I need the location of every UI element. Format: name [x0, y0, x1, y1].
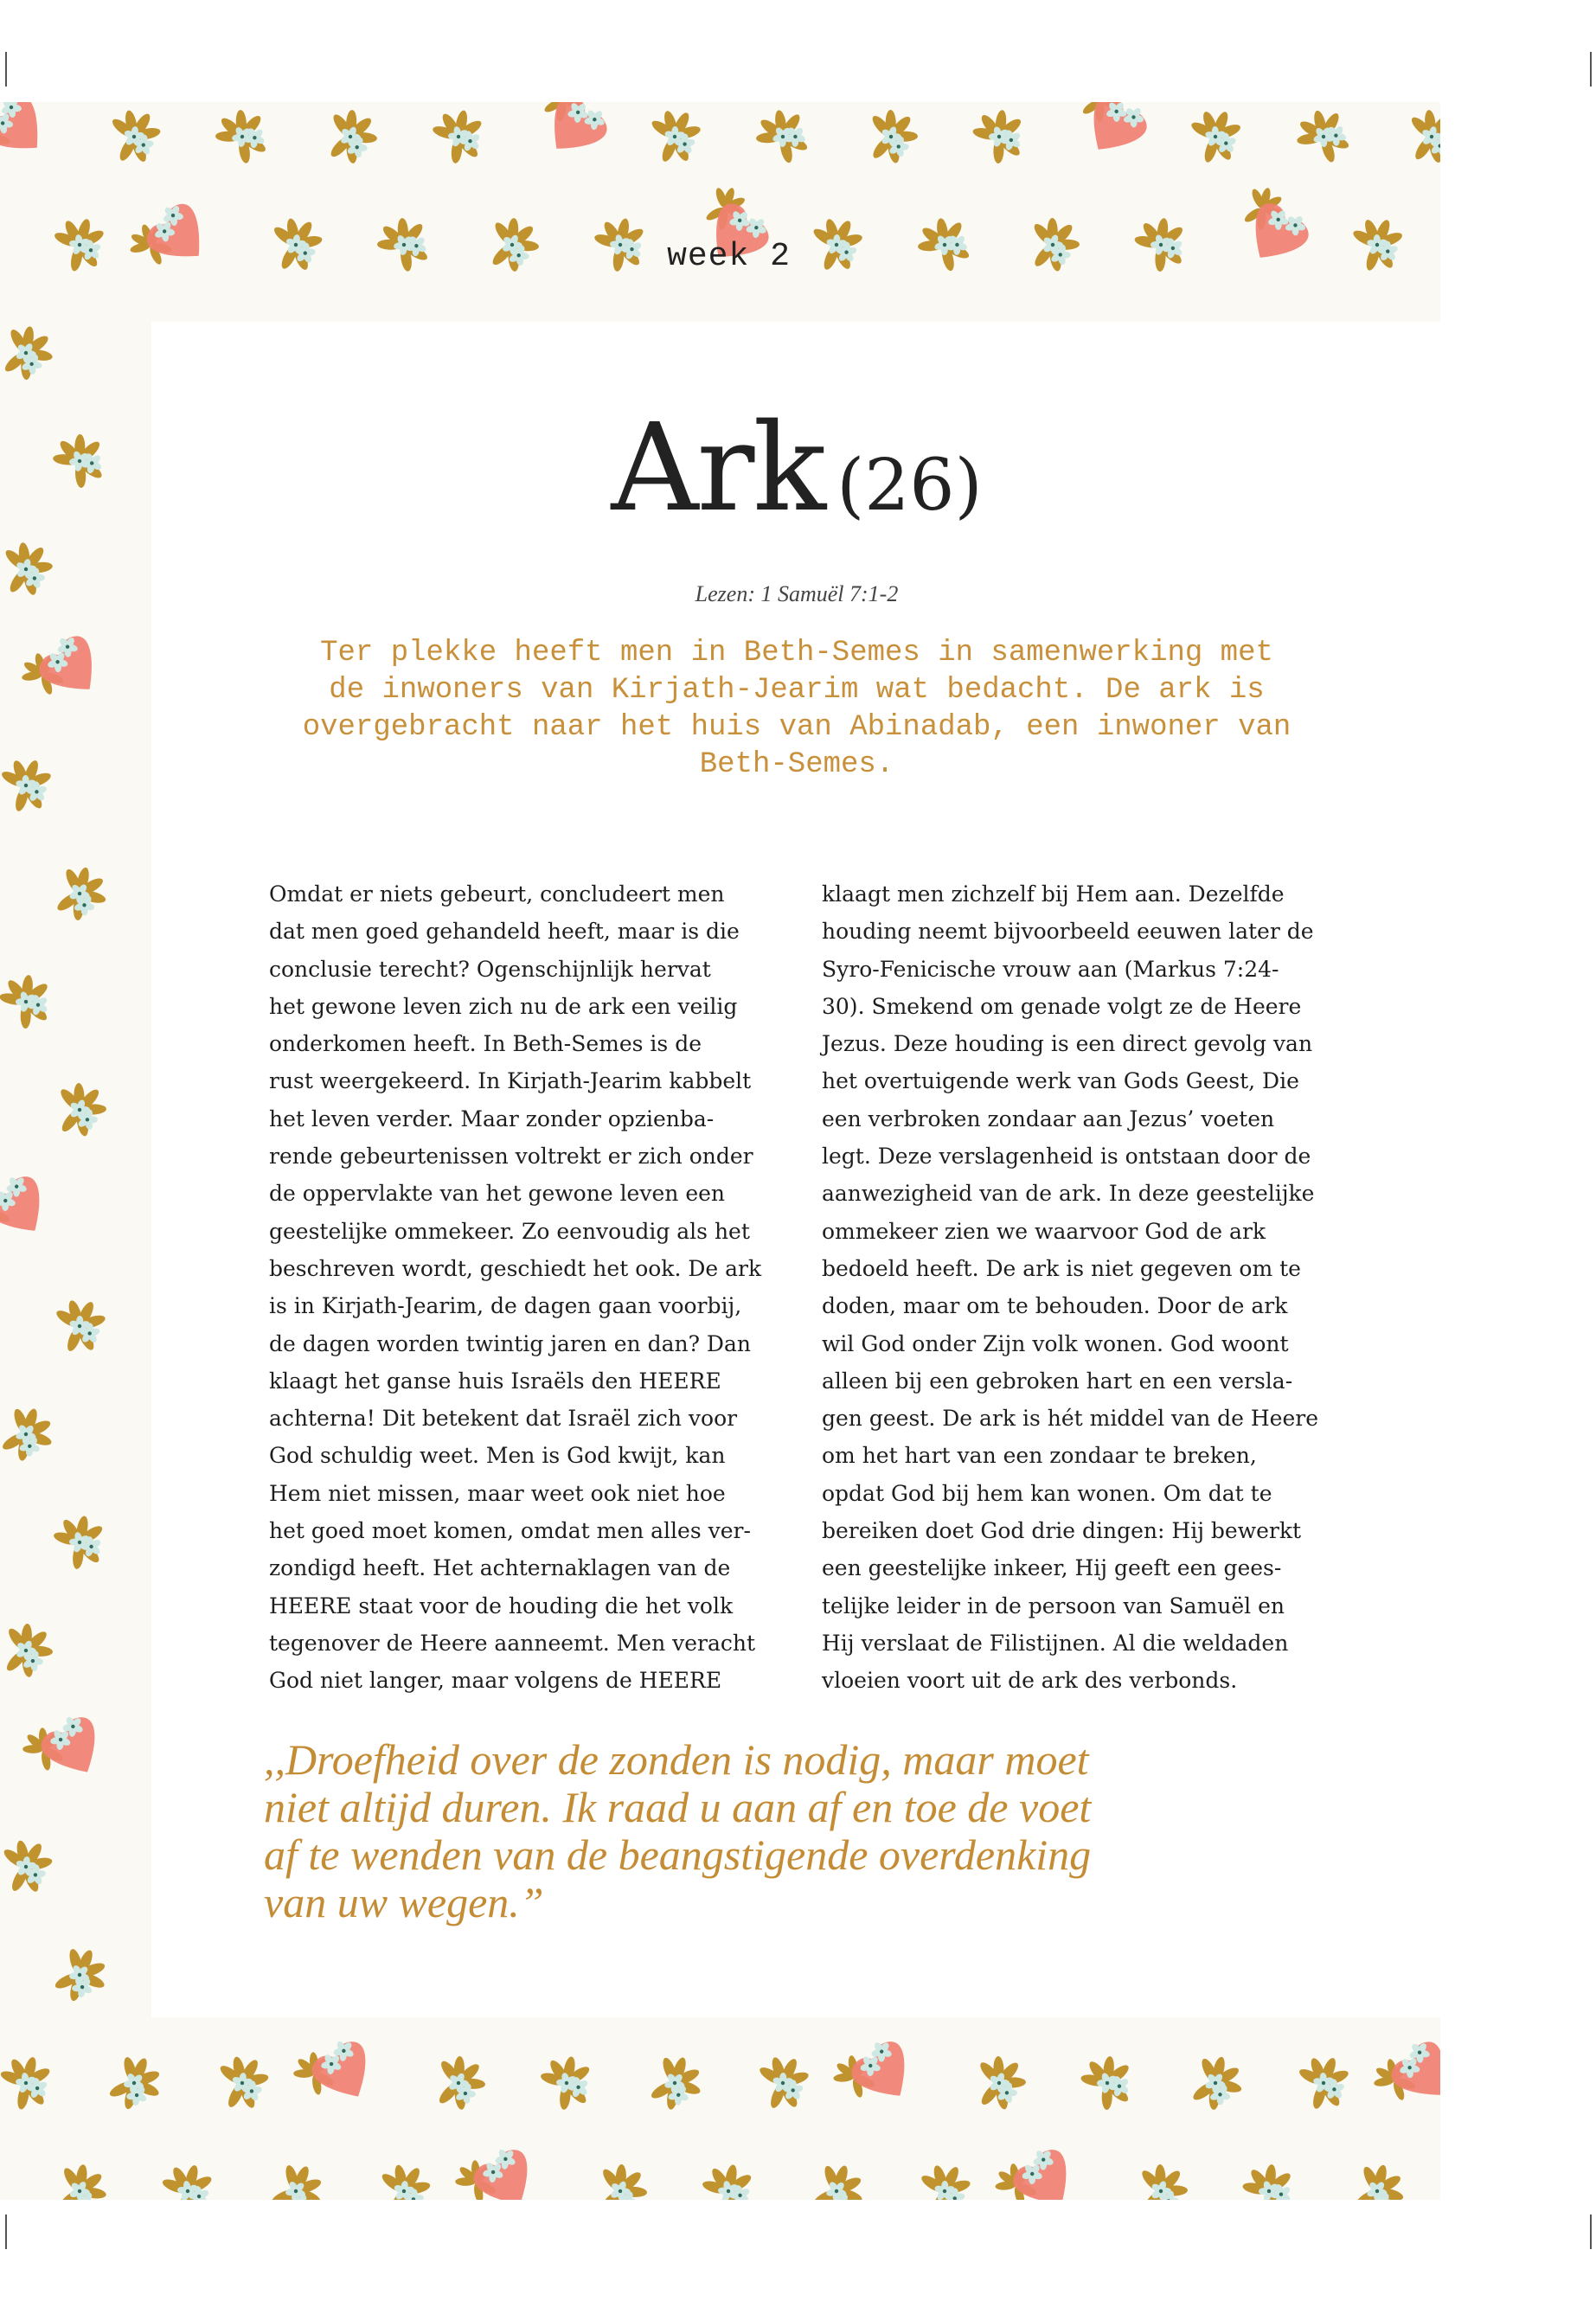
- leaf-flower-motif: [0, 757, 54, 813]
- body-text-line: tegenover de Heere aanneemt. Men veracht: [269, 1630, 756, 1656]
- leaf-flower-motif: [0, 2052, 57, 2113]
- leaf-flower-motif: [1341, 2154, 1414, 2200]
- body-text-line: houding neemt bijvoorbeeld eeuwen later de: [822, 919, 1314, 945]
- leaf-flower-motif: [747, 102, 820, 174]
- leaf-flower-motif: [0, 1397, 64, 1472]
- heart-flower-motif: [521, 102, 619, 167]
- pull-quote: [264, 1736, 1259, 1926]
- leaf-flower-motif: [966, 103, 1033, 170]
- body-text-line: klaagt het ganse huis Israëls den HEERE: [269, 1368, 721, 1394]
- heart-flower-motif: [0, 102, 57, 181]
- body-text-line: bedoeld heeft. De ark is niet gegeven om te: [822, 1255, 1301, 1281]
- body-text-line: Hem niet missen, maar weet ook niet hoe: [269, 1480, 726, 1506]
- heart-flower-motif: [1365, 2029, 1440, 2125]
- leaf-flower-motif: [638, 2046, 713, 2121]
- body-text-line: legt. Deze verslagenheid is ontstaan door de: [822, 1144, 1311, 1170]
- body-text-line: zondigd heeft. Het achternaklagen van de: [269, 1555, 731, 1581]
- body-text-line: wil God onder Zijn volk wonen. God woont: [822, 1330, 1289, 1356]
- leaf-flower-motif: [105, 106, 164, 167]
- week-label-text: week 2: [667, 238, 791, 275]
- leaf-flower-motif: [0, 1836, 56, 1896]
- body-text-line: beschreven wordt, geschiedt het ook. De ark: [269, 1255, 762, 1281]
- leaf-flower-motif: [1179, 2046, 1253, 2120]
- heart-flower-motif: [286, 2028, 382, 2119]
- leaf-flower-motif: [45, 426, 115, 497]
- leaf-flower-motif: [53, 1298, 107, 1354]
- leaf-flower-motif: [1128, 2157, 1195, 2200]
- body-text-line: Omdat er niets gebeurt, concludeert men: [269, 881, 725, 907]
- leaf-flower-motif: [756, 2055, 811, 2111]
- heart-flower-motif: [825, 2028, 923, 2122]
- summary-line: overgebracht naar het huis van Abinadab, een inwoner van: [302, 711, 1292, 744]
- body-text-line: Hij verslaat de Filistijnen. Al die weldaden: [822, 1630, 1289, 1656]
- body-text-line: onderkomen heeft. In Beth-Semes is de: [269, 1031, 702, 1057]
- leaf-flower-motif: [586, 2157, 656, 2200]
- leaf-flower-motif: [535, 2050, 599, 2115]
- leaf-flower-motif: [1286, 102, 1362, 174]
- body-text-line: Syro-Fenicische vrouw aan (Markus 7:24-: [822, 956, 1279, 982]
- leaf-flower-motif: [0, 967, 61, 1035]
- leaf-flower-motif: [42, 1938, 118, 2013]
- body-text-line: het leven verder. Maar zonder opzienba-: [269, 1106, 715, 1131]
- crop-mark-top-right: [1590, 52, 1592, 87]
- leaf-flower-motif: [424, 2048, 494, 2118]
- body-text-line: Jezus. Deze houding is een direct gevolg van: [822, 1031, 1313, 1057]
- body-text-line: aanwezigheid van de ark. In deze geestelijke: [822, 1181, 1315, 1207]
- body-text-line: om het hart van een zondaar te breken,: [822, 1443, 1257, 1469]
- heart-flower-motif: [448, 2136, 544, 2200]
- body-text-line: achterna! Dit betekent dat Israël zich voor: [269, 1406, 738, 1432]
- body-text-line: alleen bij een gebroken hart en een versla-: [822, 1368, 1293, 1394]
- body-text-line: doden, maar om te behouden. Door de ark: [822, 1293, 1288, 1319]
- summary-line: de inwoners van Kirjath-Jearim wat bedacht. De ark is: [329, 674, 1265, 707]
- body-text-line: bereiken doet God drie dingen: Hij bewerkt: [822, 1518, 1302, 1544]
- leaf-flower-motif: [648, 108, 703, 164]
- body-text-line: een geestelijke inkeer, Hij geeft een gees-: [822, 1555, 1282, 1581]
- leaf-flower-motif: [44, 2155, 116, 2200]
- body-text-line: telijke leider in de persoon van Samuël en: [822, 1593, 1285, 1618]
- leaf-flower-motif: [1074, 2048, 1142, 2117]
- leaf-flower-motif: [799, 2154, 875, 2200]
- body-text-line: 30). Smekend om genade volgt ze de Heere: [822, 993, 1302, 1019]
- summary-intro: [255, 635, 1338, 784]
- body-text-line: is in Kirjath-Jearim, de dagen gaan voorbij,: [269, 1293, 742, 1319]
- body-text-line: vloeien voort uit de ark des verbonds.: [822, 1668, 1238, 1694]
- body-text-line: geestelijke ommekeer. Zo eenvoudig als het: [269, 1218, 750, 1244]
- leaf-flower-motif: [43, 856, 117, 931]
- leaf-flower-motif: [214, 2053, 272, 2112]
- body-text-line: dat men goed gehandeld heeft, maar is die: [269, 919, 740, 945]
- heart-flower-motif: [13, 623, 111, 720]
- quote-line: van uw wegen.”: [264, 1878, 544, 1926]
- body-text-line: het goed moet komen, omdat men alles ver-: [269, 1518, 751, 1544]
- leaf-flower-motif: [48, 1509, 112, 1574]
- leaf-flower-motif: [316, 102, 386, 172]
- week-label: [0, 238, 1596, 275]
- quote-line: ,,Droefheid over de zonden is nodig, maar moet: [264, 1735, 1089, 1784]
- body-text-line: gen geest. De ark is hét middel van de Heere: [822, 1406, 1319, 1432]
- leaf-flower-motif: [158, 2160, 219, 2200]
- leaf-flower-motif: [1236, 2157, 1304, 2200]
- heart-flower-motif: [987, 2136, 1085, 2200]
- reading-reference: Lezen: 1 Samuël 7:1-2: [695, 581, 899, 606]
- crop-mark-bottom-left: [5, 2214, 7, 2249]
- leaf-flower-motif: [1297, 2054, 1352, 2111]
- leaf-flower-motif: [858, 103, 926, 171]
- body-column-left: [269, 875, 788, 1700]
- title-number: (26): [836, 445, 983, 527]
- body-text-line: HEERE staat voor de houding die het volk: [269, 1593, 734, 1618]
- leaf-flower-motif: [1189, 109, 1243, 164]
- leaf-flower-motif: [427, 105, 490, 169]
- crop-mark-bottom-right: [1590, 2214, 1592, 2249]
- leaf-flower-motif: [207, 102, 279, 173]
- leaf-flower-motif: [47, 1076, 113, 1144]
- summary-line: Ter plekke heeft men in Beth-Semes in samenwerking met: [320, 637, 1273, 670]
- leaf-flower-motif: [375, 2161, 434, 2200]
- body-text-line: conclusie terecht? Ogenschijnlijk hervat: [269, 956, 711, 982]
- summary-line: Beth-Semes.: [699, 748, 894, 781]
- content-card: [151, 322, 1442, 2017]
- leaf-flower-motif: [0, 317, 62, 389]
- body-text-line: ommekeer zien we waarvoor God de ark: [822, 1218, 1266, 1244]
- leaf-flower-motif: [259, 2154, 334, 2200]
- heart-flower-motif: [0, 1163, 58, 1257]
- heart-flower-motif: [1061, 102, 1158, 166]
- body-text-line: klaagt men zichzelf bij Hem aan. Dezelfde: [822, 881, 1285, 907]
- leaf-flower-motif: [97, 2046, 172, 2121]
- leaf-flower-motif: [0, 1616, 61, 1686]
- heart-flower-motif: [16, 1703, 112, 1795]
- body-text-line: opdat God bij hem kan wonen. Om dat te: [822, 1480, 1272, 1506]
- leaf-flower-motif: [0, 537, 58, 601]
- page-title: [151, 398, 1442, 539]
- body-text-line: God niet langer, maar volgens de HEERE: [269, 1668, 722, 1694]
- body-text-line: God schuldig weet. Men is God kwijt, kan: [269, 1443, 726, 1469]
- body-column-right: [822, 875, 1341, 1700]
- body-text-line: het gewone leven zich nu de ark een veilig: [269, 993, 738, 1019]
- crop-mark-top-left: [5, 52, 7, 87]
- body-text-line: rende gebeurtenissen voltrekt er zich onder: [269, 1144, 753, 1170]
- leaf-flower-motif: [696, 2158, 760, 2200]
- leaf-flower-motif: [966, 2049, 1033, 2117]
- quote-line: af te wenden van de beangstigende overdenking: [264, 1830, 1092, 1879]
- title-word: Ark: [611, 398, 825, 539]
- body-text-line: de dagen worden twintig jaren en dan? Dan: [269, 1330, 751, 1356]
- body-text-line: een verbroken zondaar aan Jezus’ voeten: [822, 1106, 1275, 1131]
- quote-line: niet altijd duren. Ik raad u aan af en toe de voet: [264, 1783, 1092, 1831]
- leaf-flower-motif: [918, 2163, 972, 2200]
- body-text-line: het overtuigende werk van Gods Geest, Die: [822, 1068, 1299, 1094]
- body-text-line: de oppervlakte van het gewone leven een: [269, 1181, 726, 1207]
- body-text-line: rust weergekeerd. In Kirjath-Jearim kabbelt: [269, 1068, 752, 1094]
- leaf-flower-motif: [1400, 105, 1440, 170]
